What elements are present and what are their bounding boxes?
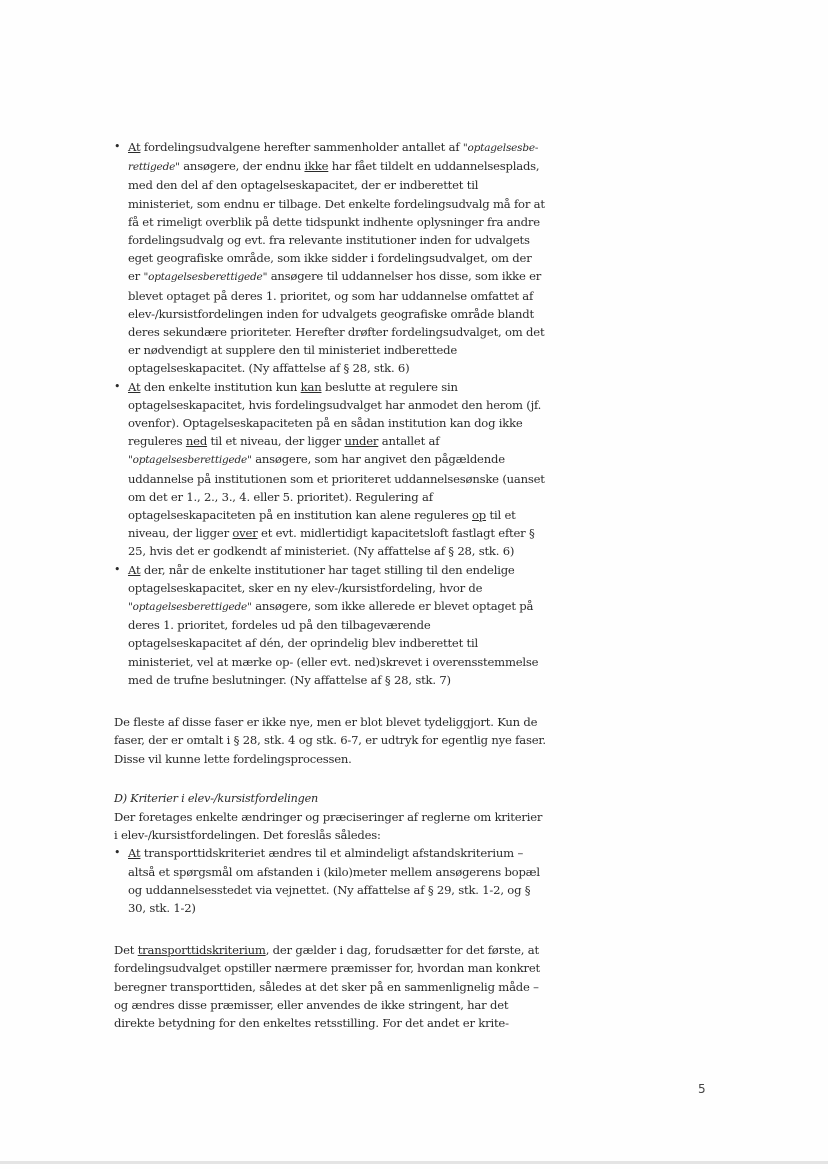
body-text: ansøgere, som ikke allerede er blevet optaget på deres 1. prioritet, fordeles ud på den tilbageværende optagelseskapacitet af dén, der oprindelig blev indberettet til ministeriet, vel at mærke op- (eller evt. ned)skrevet i overensstemmelse med de trufne beslutninger. (Ny affattelse af § 28, stk. 7) bbox=[128, 599, 539, 687]
page-number: 5 bbox=[698, 1082, 706, 1096]
body-text: ansøgere, som har angivet den pågældende uddannelse på institutionen som et prioriteret uddannelsesønske (uanset om det er 1., 2., 3., 4. eller 5. prioritet). Regulering af optagelseskapaciteten på en institution kan alene reguleres bbox=[128, 452, 545, 523]
body-text: , der gælder i dag, forudsætter for det første, at fordelingsudvalget opstiller nærmere præmisser for, hvordan man konkret beregner transporttiden, således at det sker på en sammenlignelig måde – og ændres disse præmisser, eller anvendes de ikke stringent, har det direkte betydning for den enkeltes retsstilling. For det andet er krite- bbox=[114, 943, 541, 1030]
section-heading: D) Kriterier i elev-/kursistfordelingen bbox=[114, 791, 319, 805]
body-text: den enkelte institution kun bbox=[140, 379, 301, 394]
body-text: beslutte at regulere sin optagelseskapacitet, hvis fordelingsudvalget har anmodet den herom (jf. ovenfor). Optagelseskapaciteten på en sådan institution kan dog ikke reguleres bbox=[128, 379, 542, 449]
italic-term: "optagelsesbe-rettigede" bbox=[128, 142, 539, 174]
page-bottom-edge bbox=[0, 1161, 828, 1164]
bullet-icon: • bbox=[114, 140, 121, 153]
bullet-list-phases bbox=[114, 138, 546, 689]
underlined-text: ikke bbox=[304, 159, 329, 174]
body-text: et evt. midlertidigt kapacitetsloft fastlagt efter § 25, hvis det er godkendt af ministeriet. (Ny affattelse af § 28, stk. 6) bbox=[128, 526, 535, 559]
underlined-text: At bbox=[128, 846, 141, 861]
body-text: fordelingsudvalgene herefter sammenholder antallet af bbox=[140, 140, 463, 154]
bullet-icon: • bbox=[114, 379, 121, 393]
paragraph-transport-criterion bbox=[114, 941, 546, 1032]
list-item bbox=[114, 378, 546, 561]
list-item bbox=[114, 844, 546, 917]
bullet-icon: • bbox=[114, 562, 121, 576]
body-text: ansøgere, der endnu bbox=[179, 159, 305, 174]
italic-term: "optagelsesberettigede" bbox=[128, 601, 252, 614]
body-text: til et niveau, der ligger bbox=[207, 434, 345, 449]
italic-term: "optagelsesberettigede" bbox=[143, 271, 268, 284]
body-text: har fået tildelt en uddannelsesplads, med den del af den optagelseskapacitet, der er indberettet til ministeriet, som endnu er tilbage. Det enkelte fordelingsudvalg må for at få et rimeligt overblik på dette tidspunkt indhente oplysninger fra andre fordelingsudvalg og evt. fra relevante institutioner inden for udvalgets eget geografiske område, som ikke sidder i fordelingsudvalget, om der er bbox=[128, 159, 545, 284]
paragraph-phases-summary: De fleste af disse faser er ikke nye, men er blot blevet tydeliggjort. Kun de faser, der er omtalt i § 28, stk. 4 og stk. 6-7, er udtryk for egentlig nye faser. Disse vil kunne lette fordelingsprocessen. bbox=[114, 715, 546, 766]
underlined-text: At bbox=[128, 379, 141, 394]
underlined-text: transporttidskriterium bbox=[137, 943, 266, 958]
body-text: transporttidskriteriet ændres til et almindeligt afstandskriterium – altså et spørgsmål om afstanden i (kilo)meter mellem ansøgerens bopæl og uddannelsesstedet via vejnettet. (Ny affattelse af § 29, stk. 1-2, og § 30, stk. 1-2) bbox=[128, 846, 540, 915]
body-text: til et niveau, der ligger bbox=[128, 508, 516, 541]
underlined-text: At bbox=[128, 140, 141, 154]
bullet-icon: • bbox=[114, 846, 121, 860]
italic-term: "optagelsesberettigede" bbox=[128, 454, 252, 467]
body-text: der, når de enkelte institutioner har taget stilling til den endelige optagelseskapacitet, sker en ny elev-/kursistfordeling, hvor de bbox=[128, 562, 515, 595]
body-text: Det bbox=[114, 943, 138, 958]
body-text: ansøgere til uddannelser hos disse, som ikke er blevet optaget på deres 1. prioritet, og som har uddannelse omfattet af elev-/kursistfordelingen inden for udvalgets geografiske område blandt deres sekundære prioriteter. Herefter drøfter fordelingsudvalget, om det er nødvendigt at supplere den til ministeriet indberettede optagelseskapacitet. (Ny affattelse af § 28, stk. 6) bbox=[128, 269, 545, 376]
underlined-text: over bbox=[232, 526, 258, 541]
underlined-text: At bbox=[128, 562, 141, 577]
body-text: antallet af bbox=[378, 434, 440, 449]
page-body bbox=[114, 138, 546, 1032]
bullet-list-criteria bbox=[114, 844, 546, 917]
underlined-text: kan bbox=[300, 379, 322, 394]
list-item bbox=[114, 138, 546, 378]
underlined-text: op bbox=[472, 508, 487, 523]
underlined-text: ned bbox=[185, 434, 208, 449]
list-item bbox=[114, 561, 546, 689]
section-intro: Der foretages enkelte ændringer og præciseringer af reglerne om kriterier i elev-/kursistfordelingen. Det foreslås således: bbox=[114, 809, 543, 843]
underlined-text: under bbox=[344, 434, 379, 449]
